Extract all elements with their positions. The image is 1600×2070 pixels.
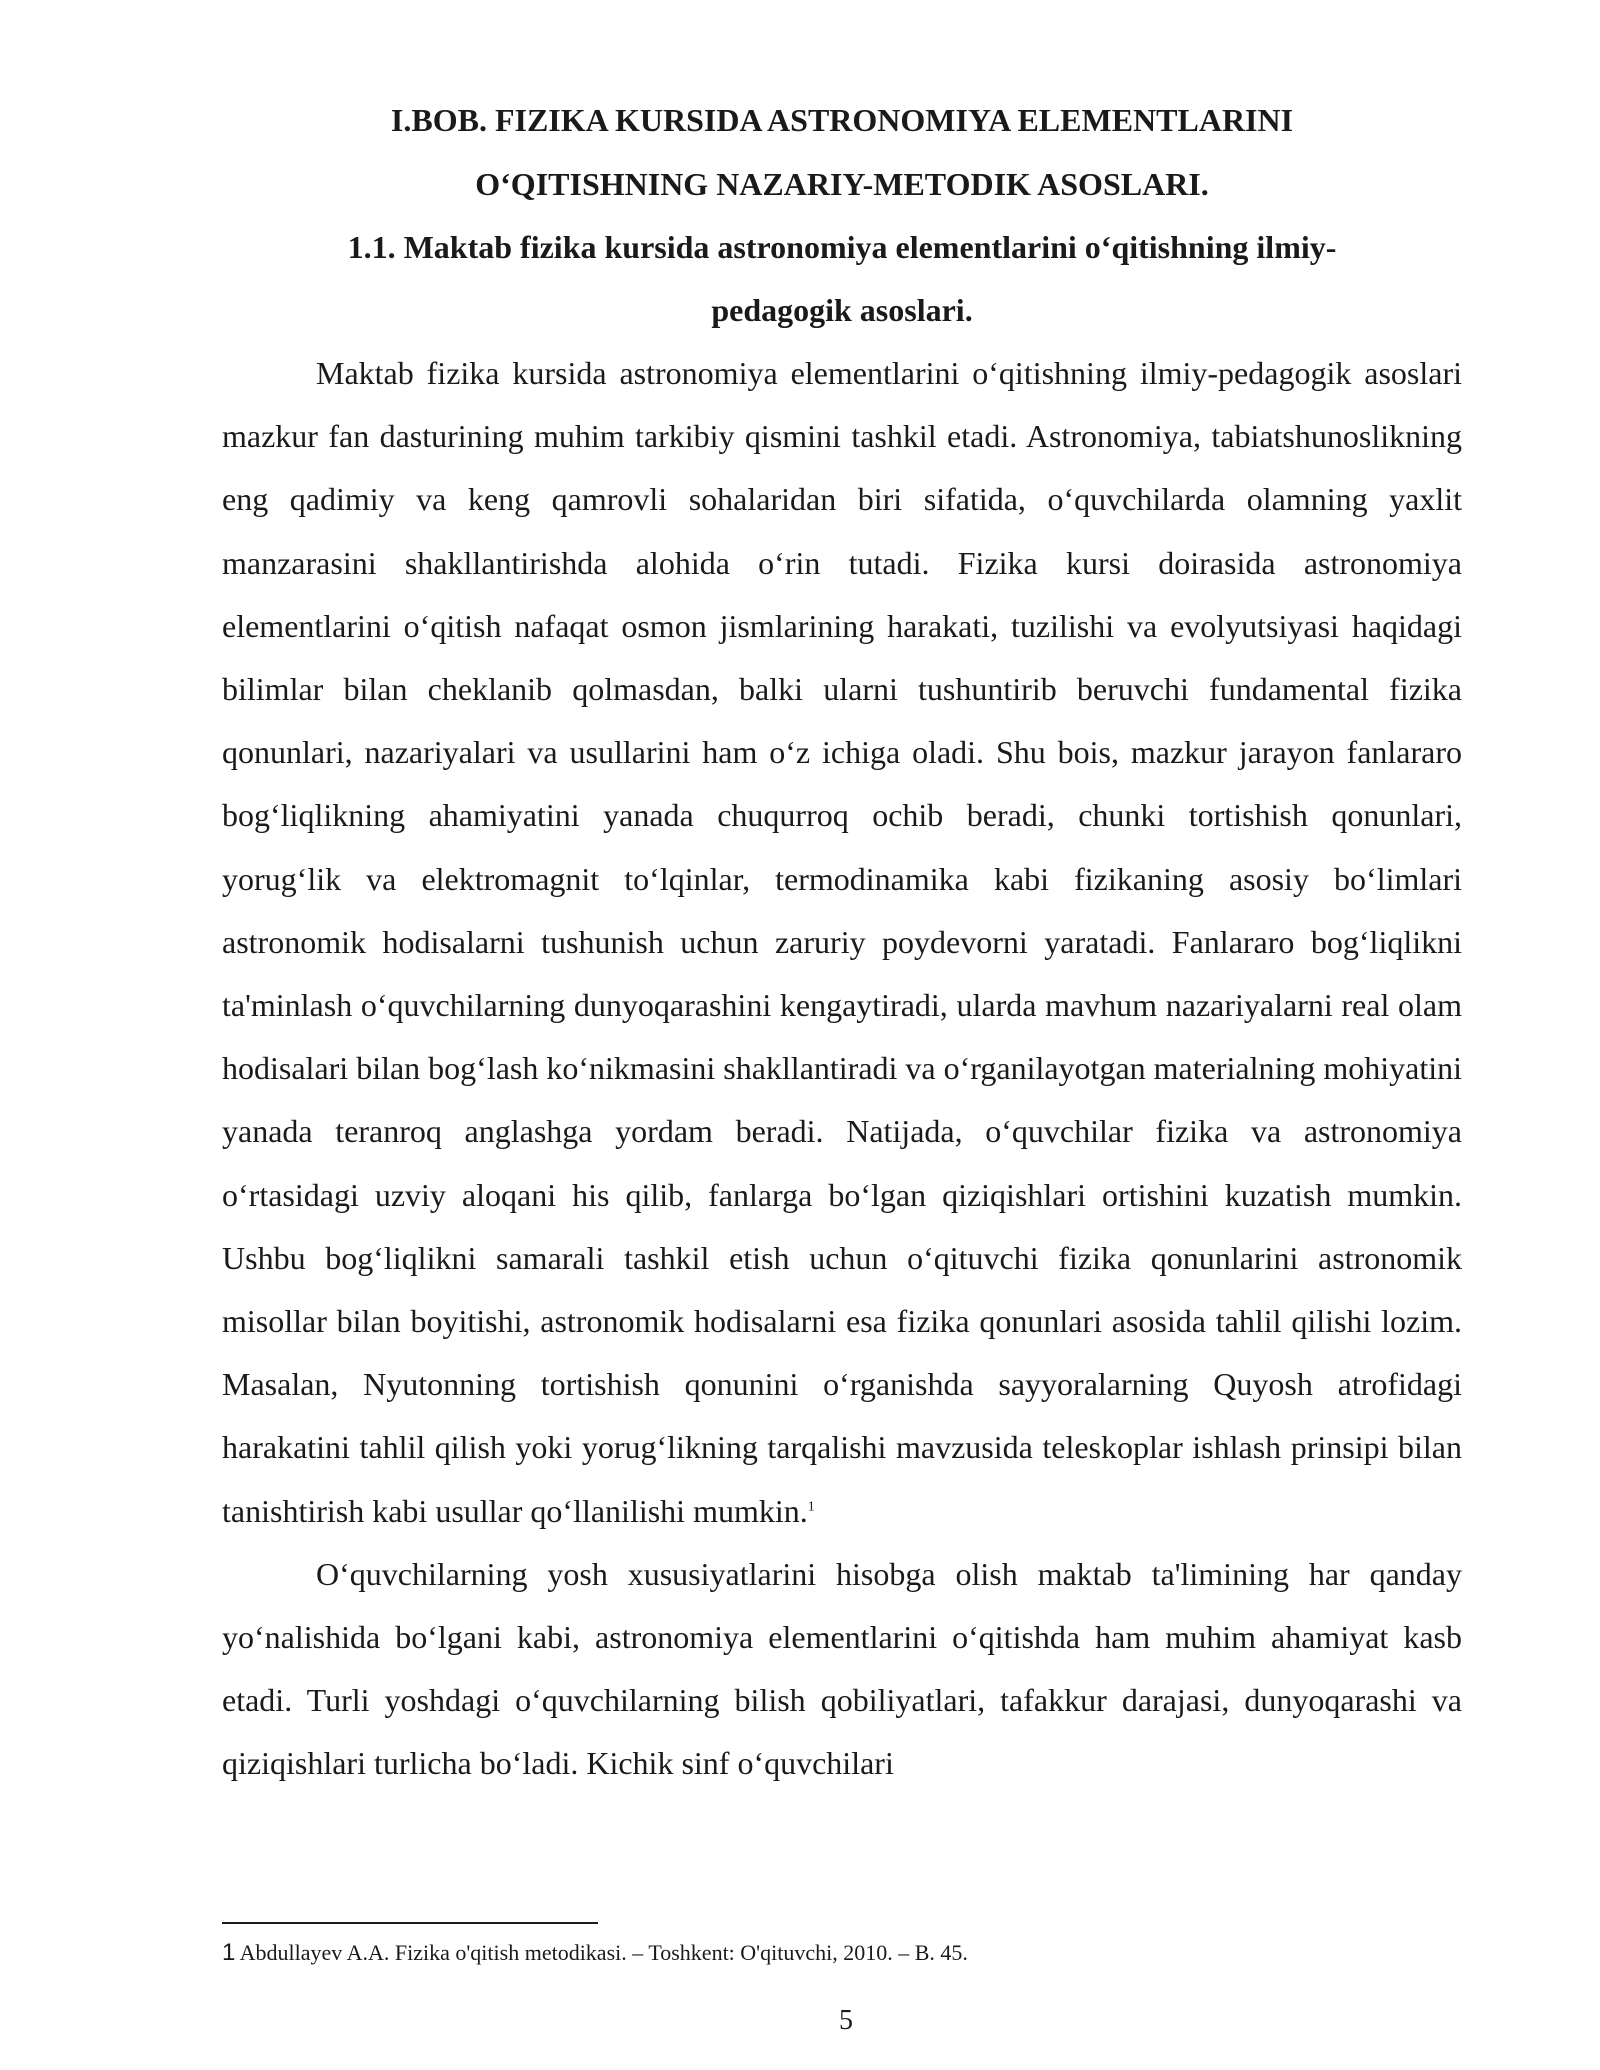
footnote	[222, 1938, 1462, 1968]
chapter-title-line-2: O‘QITISHNING NAZARIY-METODIK ASOSLARI.	[475, 166, 1209, 202]
footnote-separator	[222, 1922, 598, 1924]
body-paragraph-2	[222, 1543, 1462, 1796]
footnote-reference[interactable]: 1	[807, 1499, 815, 1514]
body-paragraph-1	[222, 342, 1462, 1543]
footnote-text: Abdullayev A.A. Fizika o'qitish metodikasi. – Toshkent: O'qituvchi, 2010. – B. 45.	[235, 1940, 968, 1965]
section-title-line-2: pedagogik asoslari.	[711, 292, 973, 328]
paragraph-1-text: Maktab fizika kursida astronomiya elementlarini o‘qitishning ilmiy-pedagogik asoslari mazkur fan dasturining muhim tarkibiy qismini tashkil etadi. Astronomiya, tabiatshunoslikning eng qadimiy va keng qamrovli sohalaridan biri sifatida, o‘quvchilarda olamning yaxlit manzarasini shakllantirishda alohida o‘rin tutadi. Fizika kursi doirasida astronomiya elementlarini o‘qitish nafaqat osmon jismlarining harakati, tuzilishi va evolyutsiyasi haqidagi bilimlar bilan cheklanib qolmasdan, balki ularni tushuntirib beruvchi fundamental fizika qonunlari, nazariyalari va usullarini ham o‘z ichiga oladi. Shu bois, mazkur jarayon fanlararo bog‘liqlikning ahamiyatini yanada chuqurroq ochib beradi, chunki tortishish qonunlari, yorug‘lik va elektromagnit to‘lqinlar, termodinamika kabi fizikaning asosiy bo‘limlari astronomik hodisalarni tushunish uchun zaruriy poydevorni yaratadi. Fanlararo bog‘liqlikni ta'minlash o‘quvchilarning dunyoqarashini kengaytiradi, ularda mavhum nazariyalarni real olam hodisalari bilan bog‘lash ko‘nikmasini shakllantiradi va o‘rganilayotgan materialning mohiyatini yanada teranroq anglashga yordam beradi. Natijada, o‘quvchilar fizika va astronomiya o‘rtasidagi uzviy aloqani his qilib, fanlarga bo‘lgan qiziqishlari ortishini kuzatish mumkin. Ushbu bog‘liqlikni samarali tashkil etish uchun o‘qituvchi fizika qonunlarini astronomik misollar bilan boyitishi, astronomik hodisalarni esa fizika qonunlari asosida tahlil qilishi lozim. Masalan, Nyutonning tortishish qonunini o‘rganishda sayyoralarning Quyosh atrofidagi harakatini tahlil qilish yoki yorug‘likning tarqalishi mavzusida teleskoplar ishlash prinsipi bilan tanishtirish kabi usullar qo‘llanilishi mumkin.	[222, 355, 1463, 1529]
section-title-line-1: 1.1. Maktab fizika kursida astronomiya elementlarini o‘qitishning ilmiy-	[347, 229, 1337, 265]
paragraph-2-text: O‘quvchilarning yosh xususiyatlarini hisobga olish maktab ta'limining har qanday yo‘nalishida bo‘lgani kabi, astronomiya elementlarini o‘qitishda ham muhim ahamiyat kasb etadi. Turli yoshdagi o‘quvchilarning bilish qobiliyatlari, tafakkur darajasi, dunyoqarashi va qiziqishlari turlicha bo‘ladi. Kichik sinf o‘quvchilari	[222, 1555, 1462, 1782]
chapter-title-line-1: I.BOB. FIZIKA KURSIDA ASTRONOMIYA ELEMENTLARINI	[390, 102, 1294, 138]
page-number: 5	[839, 2005, 853, 2036]
footnote-number: 1	[222, 1939, 236, 1966]
document-page	[222, 88, 1462, 1796]
